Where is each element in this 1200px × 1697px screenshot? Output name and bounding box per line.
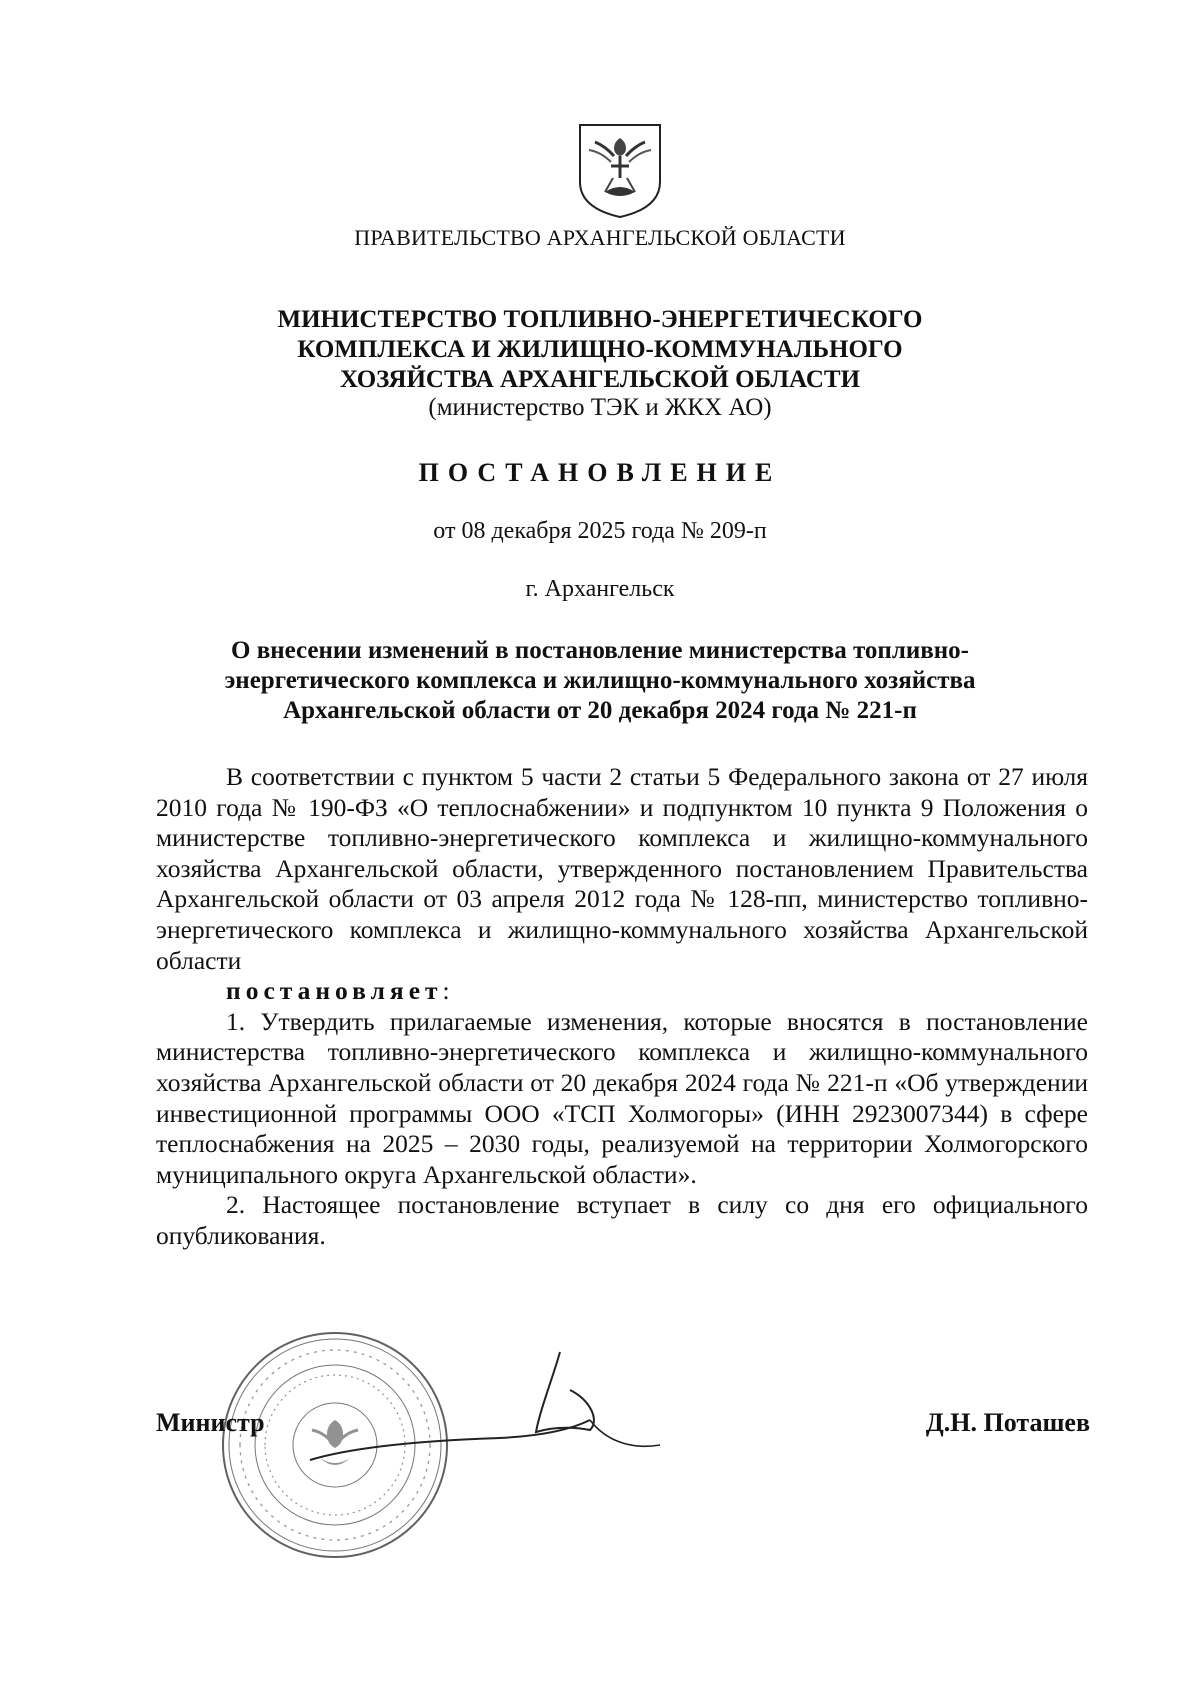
coat-of-arms-emblem — [575, 120, 665, 220]
document-type: ПОСТАНОВЛЕНИЕ — [418, 458, 782, 487]
document-city: г. Архангельск — [525, 576, 675, 602]
document-body — [156, 762, 1088, 1252]
preamble-paragraph: В соответствии с пунктом 5 части 2 статьи 5 Федерального закона от 27 июля 2010 года № 190-ФЗ «О теплоснабжении» и подпунктом 10 пункта 9 Положения о министерстве топливно-энергетического комплекса и жилищно-коммунального хозяйства Архангельской области, утвержденного постановлением Правительства Архангельской области от 03 апреля 2012 года № 128-пп, министерство топливно-энергетического комплекса и жилищно-коммунального хозяйства Архангельской области — [156, 762, 1088, 975]
subject-line: О внесении изменений в постановление министерства топливно- — [231, 637, 969, 664]
decree-colon: : — [442, 976, 450, 1006]
signatory-title: Министр — [156, 1408, 265, 1437]
ministry-line: ХОЗЯЙСТВА АРХАНГЕЛЬСКОЙ ОБЛАСТИ — [339, 366, 861, 393]
ministry-line: КОМПЛЕКСА И ЖИЛИЩНО-КОММУНАЛЬНОГО — [297, 336, 903, 363]
subject-line: Архангельской области от 20 декабря 2024 года № 221-п — [283, 697, 917, 724]
ministry-name — [0, 305, 1200, 395]
ministry-short-name: (министерство ТЭК и ЖКХ АО) — [428, 394, 772, 421]
decree-line — [156, 976, 1088, 1007]
document-date-number: от 08 декабря 2025 года № 209-п — [433, 518, 767, 544]
government-name: ПРАВИТЕЛЬСТВО АРХАНГЕЛЬСКОЙ ОБЛАСТИ — [354, 225, 846, 250]
subject-line: энергетического комплекса и жилищно-коммунального хозяйства — [224, 667, 976, 694]
document-subject — [0, 636, 1200, 726]
ministry-line: МИНИСТЕРСТВО ТОПЛИВНО-ЭНЕРГЕТИЧЕСКОГО — [277, 306, 923, 333]
item-1-paragraph: 1. Утвердить прилагаемые изменения, которые вносятся в постановление министерства топливно-энергетического комплекса и жилищно-коммунального хозяйства Архангельской области от 20 декабря 2024 года № 221-п «Об утверждении инвестиционной программы ООО «ТСП Холмогоры» (ИНН 2923007344) в сфере теплоснабжения на 2025 – 2030 годы, реализуемой на территории Холмогорского муниципального округа Архангельской области». — [156, 1006, 1088, 1189]
item-2-paragraph: 2. Настоящее постановление вступает в силу со дня его официального опубликования. — [156, 1190, 1088, 1250]
decree-word: постановляет — [226, 976, 443, 1006]
handwritten-signature — [300, 1350, 680, 1480]
signatory-name: Д.Н. Поташев — [925, 1408, 1090, 1437]
